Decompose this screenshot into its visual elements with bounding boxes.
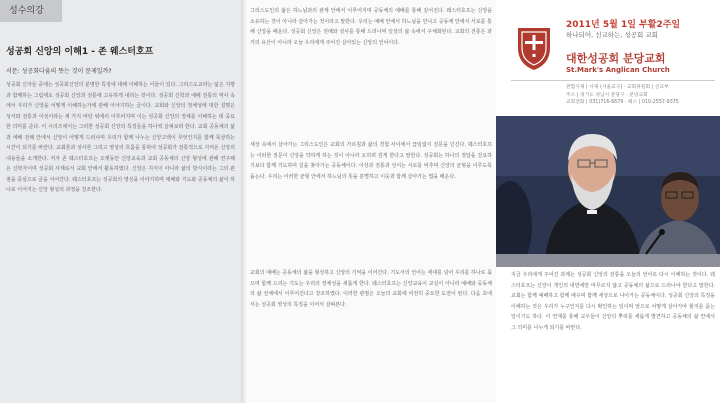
tagline: 하나되어, 선교하는, 성공회 교회 (566, 31, 658, 39)
article-body: 성공회 신자들 중에는 성공회신앙의 분명한 특징에 대해 이해하는 이들이 있다. 그리스도교라는 넓은 지평과 함께하는 그럼에도 성공회 신앙과 전통에 고유하게 내리는 것이다. 성공회 신학과 예배 전통의 역사 속에서 우리가 신앙을 어떻게 이해하는가에 관해 이야기하는 글이다. 교회와 신앙의 정체성에 대한 설명은 성서와 전통과 이성이라는 세 가지 바탕 위에서 이루어지며 이는 성공회 신앙의 정체를 이해하는 데 중요한 의미를 준다. 이 시리즈에서는 그러한 성공회 신앙의 특징들을 하나씩 살펴보려 한다. 교회 공동체의 삶과 예배 전례 안에서 신앙이 어떻게 드러나며 우리가 함께 나누는 신앙고백이 무엇인지를 함께 묵상하는 시간이 되기를 바란다. 교회론과 성사론 그리고 영성의 흐름을 통하여 성공회가 전통적으로 지켜온 신앙의 내용들을 소개한다. 저자 존 웨스터호프는 오랫동안 신앙교육과 교회 공동체의 신앙 형성에 관해 연구해 온 신학자이며 성공회 사제로서 교회 안에서 활동하였다. 신앙은 지식이 아니라 삶의 방식이라는 그의 관점을 중심으로 글을 이어간다. 웨스터호프는 성공회의 영성을 이야기하며 예배와 기도와 공동체의 삶이 하나로 이어지는 신앙 형성의 과정을 강조한다. (6, 82, 235, 193)
masthead-credits (566, 84, 679, 107)
church-seal-icon (514, 22, 554, 72)
church-name-korean: 대한성공회 분당교회 (566, 52, 666, 65)
credits-line: 주소 | 경기도 성남시 분당구 · 분당교회 (566, 92, 648, 98)
author-photo (496, 116, 720, 267)
church-name-english: St.Mark's Anglican Church (566, 66, 670, 74)
article-body-continued-3: 교회의 예배는 공동체의 삶을 형성하고 신앙의 기억을 이어간다. 기도서의 언어는 세대를 넘어 우리를 하나로 묶으며 함께 드리는 기도는 우리의 정체성을 새롭게 한다. 웨스터호프는 신앙교육이 교실이 아니라 예배와 공동체의 삶 전체에서 이루어진다고 강조하였다. 이러한 관점은 오늘의 교회에 여전히 중요한 도전이 된다. 다음 호에서는 성공회 영성의 특징을 이어서 살펴본다. (250, 270, 492, 308)
article-body-continued-2: 세상 속에서 살아가는 그리스도인은 교회의 가르침과 삶의 경험 사이에서 끊임없이 질문을 던진다. 웨스터호프는 이러한 질문이 신앙을 약하게 하는 것이 아니라 오히려 깊게 한다고 말한다. 성공회는 하나의 정답을 강요하기보다 함께 기도하며 길을 찾아가는 공동체이다. 이성과 전통과 성서는 서로를 비추며 신앙의 균형을 이루도록 돕는다. 우리는 이러한 균형 안에서 하느님의 뜻을 분별하고 이웃과 함께 살아가는 법을 배운다. (250, 142, 492, 180)
article-title: 성공회 신앙의 이해1 - 존 웨스터호프 (6, 47, 154, 57)
middle-page (241, 0, 496, 403)
masthead-divider (511, 80, 715, 81)
credits-line: 관할사제 | 사제 (서울교구) · 교회위원회 | 선교부 (566, 85, 669, 90)
credits-line: 교회전화 | 031)716-6679 · 팩스 | 010-2557-9375 (566, 100, 679, 105)
right-page-body: 지금 우리에게 주어진 과제는 성공회 신앙의 전통을 오늘의 언어로 다시 이해하는 것이다. 웨스터호프는 신앙이 개인의 내면에만 머무르지 않고 공동체의 삶으로 드러나야 한다고 말한다. 교회는 함께 예배하고 함께 배우며 함께 세상으로 나아가는 공동체이다. 성공회 신앙의 특징을 이해하는 것은 우리가 누구인지를 다시 확인하는 일이며 앞으로 어떻게 살아가야 할지를 묻는 일이기도 하다. 이 연재를 통해 교우들이 신앙의 뿌리를 새롭게 발견하고 공동체의 삶 안에서 그 의미를 나누게 되기를 바란다. (511, 272, 715, 331)
page-fold (241, 0, 247, 403)
issue-date: 2011년 5월 1일 부활2주일 (566, 20, 681, 30)
article-body-continued-1: 그리스도인의 삶은 하느님과의 관계 안에서 이루어지며 공동체의 예배를 통해 깊어진다. 웨스터호프는 신앙을 소유하는 것이 아니라 살아가는 것이라고 말한다. 우리는 예배 안에서 하느님을 만나고 공동체 안에서 서로를 통해 신앙을 배운다. 성공회 신앙은 전례와 성사를 통해 드러나며 일상의 삶 속에서 구체화된다. 교회의 전통은 과거의 유산이 아니라 오늘 우리에게 주어진 살아있는 신앙의 언어이다. (250, 8, 492, 46)
article-subtitle: 서문: 성공회다움의 뜻는 것이 문제일까? (6, 68, 112, 75)
section-tab: 성수의강 (0, 0, 62, 22)
left-page (0, 0, 241, 403)
